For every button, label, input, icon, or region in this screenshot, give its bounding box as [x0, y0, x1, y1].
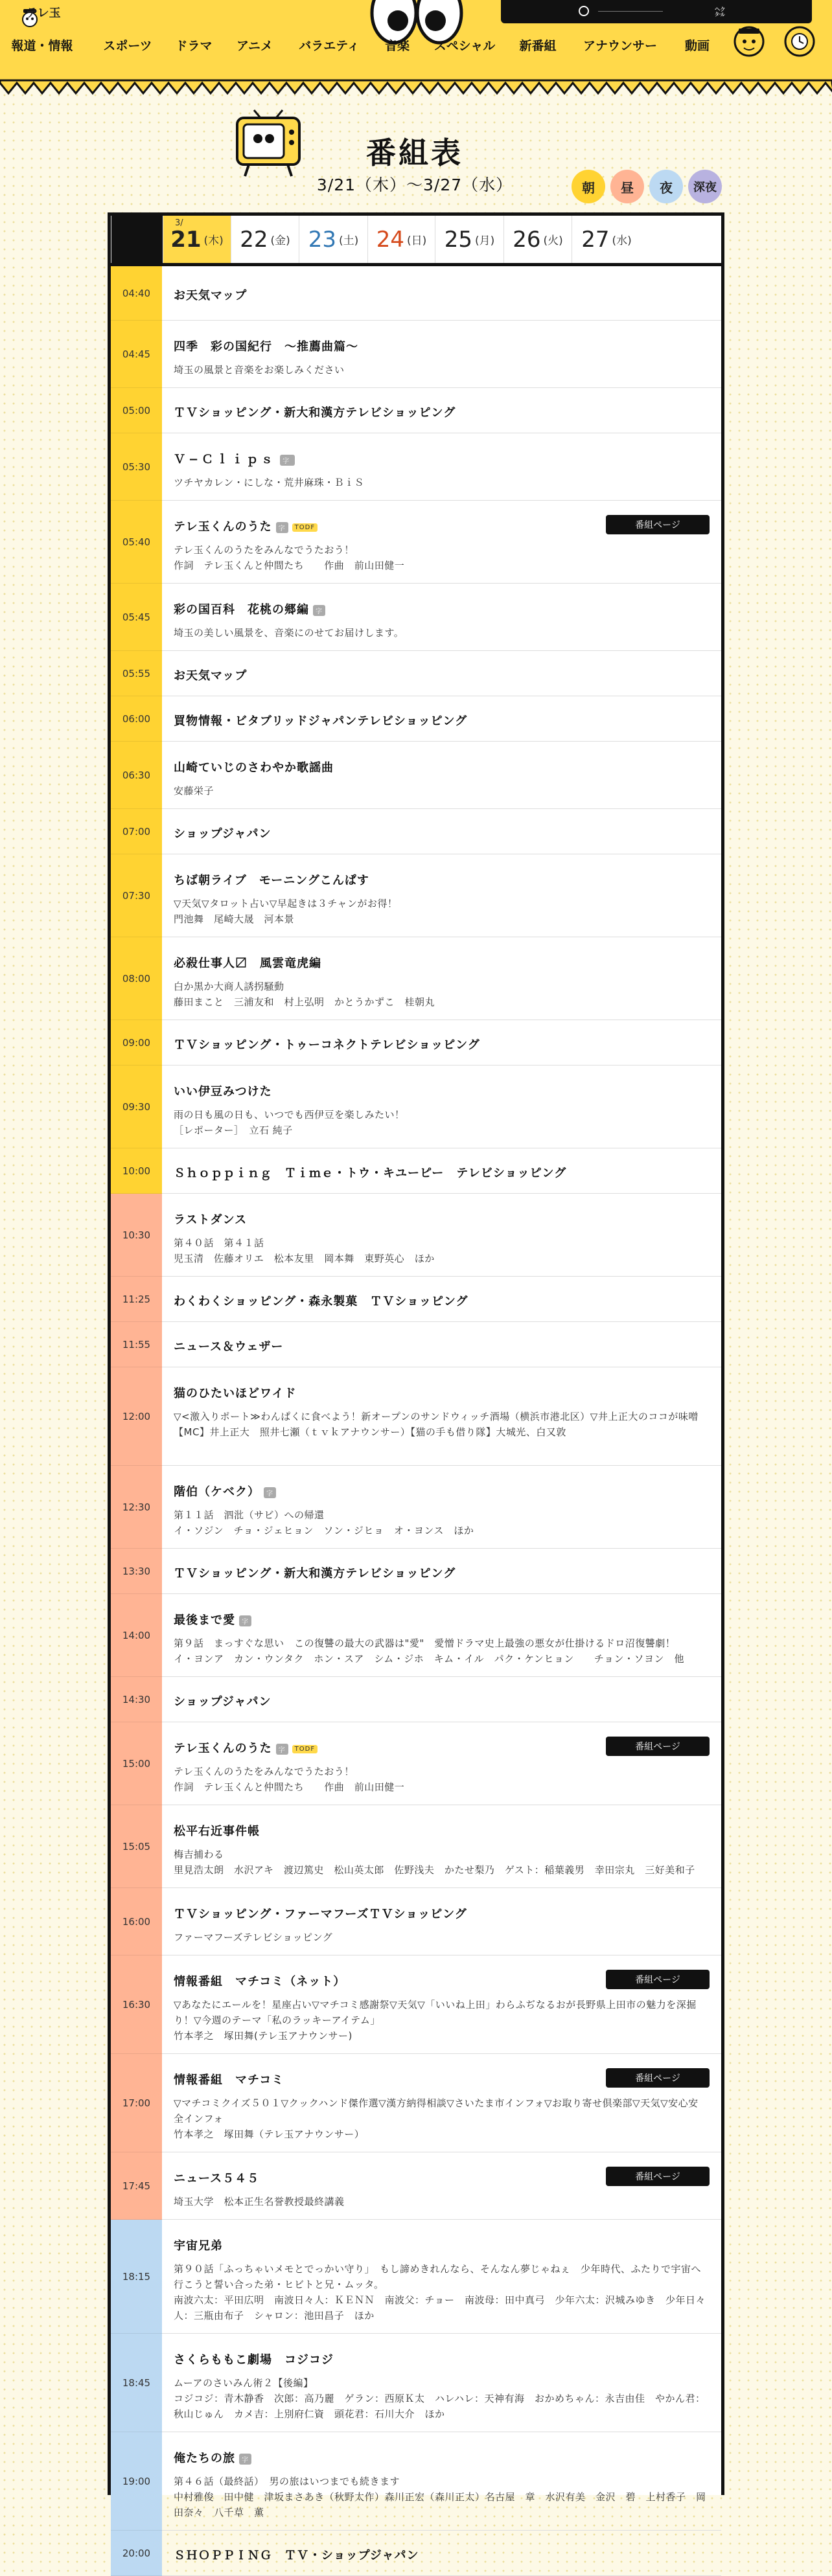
program-description-line: ［レポーター］ 立石 純子 [174, 1124, 293, 1136]
day-number: 22 [240, 226, 268, 253]
program-title[interactable]: ＴＶショッピング・ファーマフーズＴＶショッピング [174, 1908, 467, 1921]
site-header [0, 0, 832, 80]
program-description [174, 896, 708, 927]
program-description-line: 埼玉大学 松本正生名誉教授最終講義 [174, 2196, 345, 2207]
program-description-line: 【MC】井上正大 照井七瀬（ｔｖｋアナウンサー）【猫の手も借り隊】大城光、白又敦 [174, 1426, 566, 1438]
program-row[interactable] [111, 1466, 721, 1549]
program-time: 14:00 [111, 1594, 162, 1677]
clock-icon[interactable] [579, 6, 589, 16]
nav-variety[interactable]: バラエティ [299, 39, 360, 53]
program-cell [162, 584, 721, 651]
program-title[interactable]: 階伯（ケベク） [174, 1485, 260, 1499]
program-time: 17:45 [111, 2152, 162, 2220]
program-description [174, 1997, 708, 2044]
program-title-row [174, 1292, 708, 1309]
program-row[interactable] [111, 2054, 721, 2152]
tod-day-button[interactable]: 昼 [610, 170, 644, 203]
program-title-row [174, 286, 708, 303]
program-row[interactable] [111, 1722, 721, 1805]
nav-news[interactable]: 報道・情報 [11, 39, 73, 53]
program-row[interactable] [111, 1805, 721, 1888]
tod-night-button[interactable]: 夜 [649, 170, 683, 203]
program-title-row [174, 758, 708, 775]
program-description-line: テレ玉くんのうたをみんなでうたおう！ [174, 1766, 354, 1777]
program-description [174, 1930, 708, 1945]
program-cell [162, 1594, 721, 1677]
program-cell [162, 1194, 721, 1277]
program-time: 16:00 [111, 1888, 162, 1955]
program-time: 09:00 [111, 1020, 162, 1066]
retro-tv-mascot-icon [229, 109, 307, 180]
program-cell [162, 742, 721, 809]
program-row[interactable] [111, 1549, 721, 1594]
day-number: 26 [513, 226, 541, 253]
program-title-row [174, 337, 708, 354]
date-range: 3/21（木）〜3/27（水） [316, 176, 513, 194]
day-weekday: (日) [407, 234, 427, 247]
program-row[interactable] [111, 1677, 721, 1722]
program-row[interactable] [111, 1367, 721, 1466]
day-tab-22[interactable] [231, 216, 299, 263]
program-description [174, 1507, 708, 1538]
program-title[interactable]: 松平右近事件帳 [174, 1825, 260, 1838]
subtitle-badge: 字 [313, 605, 325, 616]
program-title[interactable]: 最後まで愛 [174, 1613, 235, 1627]
subtitle-badge: 字 [276, 522, 288, 533]
program-title[interactable]: 彩の国百科 花桃の郷編 [174, 603, 309, 617]
program-time: 05:00 [111, 388, 162, 433]
day-number: 27 [581, 226, 610, 253]
program-description [174, 2194, 708, 2209]
program-time: 05:40 [111, 501, 162, 584]
program-cell [162, 696, 721, 742]
program-cell [162, 266, 721, 321]
program-title[interactable]: 四季 彩の国紀行 〜推薦曲篇〜 [174, 340, 358, 354]
program-title[interactable]: わくわくショッピング・森永製菓 ＴＶショッピング [174, 1295, 468, 1308]
nav-videos[interactable]: 動画 [684, 39, 710, 53]
program-title-row [174, 1338, 708, 1354]
program-description-line: 第９０話「ふっちゃいメモとでっかい守り」 もし諦めきれんなら、そんなん夢じゃねぇ 少年時代、ふたりで宇宙へ行こうと誓い合った弟・ヒビトと兄・ムッタ。 [174, 2263, 702, 2290]
program-cell [162, 388, 721, 433]
program-cell [162, 1722, 721, 1805]
program-cell [162, 1367, 721, 1466]
program-cell [162, 433, 721, 501]
program-row[interactable] [111, 501, 721, 584]
program-description-line: テレ玉くんのうたをみんなでうたおう！ [174, 544, 354, 556]
utility-text[interactable]: ㌶ [715, 6, 726, 18]
day-weekday: (水) [612, 234, 632, 247]
program-cell [162, 2152, 721, 2220]
schedule-table [108, 212, 724, 2562]
program-title-row [174, 1611, 708, 1628]
program-time: 14:30 [111, 1677, 162, 1722]
program-cell [162, 1549, 721, 1594]
program-title-row [174, 2449, 708, 2466]
program-description [174, 625, 708, 641]
program-description [174, 1636, 708, 1667]
program-cell [162, 1277, 721, 1322]
program-title[interactable]: 宇宙兄弟 [174, 2239, 223, 2253]
program-description-line: 安藤栄子 [174, 785, 214, 797]
program-page-button[interactable]: 番組ページ [606, 2167, 710, 2186]
program-description-line: 竹本孝之 塚田舞（テレ玉アナウンサー） [174, 2128, 365, 2140]
program-title[interactable]: 買物情報・ビタブリッドジャパンテレビショッピング [174, 714, 468, 728]
program-time: 13:30 [111, 1549, 162, 1594]
day-tab-21[interactable] [163, 216, 231, 263]
program-description [174, 1409, 708, 1440]
program-title[interactable]: Ｓｈｏｐｐｉｎｇ Ｔｉｍｅ・トウ・キユーピー テレビショッピング [174, 1167, 567, 1180]
nav-anime[interactable]: アニメ [236, 39, 273, 53]
program-title-row [174, 712, 708, 729]
program-row[interactable] [111, 321, 721, 388]
program-description-line: 埼玉の風景と音楽をお楽しみください [174, 364, 345, 376]
todf-badge: TODF [292, 523, 318, 532]
program-description [174, 783, 708, 799]
program-cell [162, 1148, 721, 1194]
program-time: 09:30 [111, 1066, 162, 1148]
program-description-line: コジコジ：青木静香 次郎：高乃麗 ゲラン：西原Ｋ太 ハレハレ：天神有海 おかめちゃん：永吉由佳 やかん君：秋山じゅん カメ吉：上別府仁資 頭花君：石川大介 ほか [174, 2393, 706, 2420]
program-description-line: 梅吉捕わる [174, 1849, 224, 1860]
program-cell [162, 1466, 721, 1549]
program-cell [162, 1888, 721, 1955]
program-title[interactable]: 情報番組 マチコミ [174, 2073, 284, 2087]
program-title-row [174, 1211, 708, 1227]
program-time: 04:40 [111, 266, 162, 321]
program-description [174, 1235, 708, 1266]
program-cell [162, 1322, 721, 1367]
program-row[interactable] [111, 1066, 721, 1148]
program-title-row [174, 1082, 708, 1099]
day-tab-27[interactable] [572, 216, 641, 263]
program-title-row [174, 667, 708, 683]
program-time: 12:00 [111, 1367, 162, 1466]
program-description [174, 1107, 708, 1138]
program-description-line: 作詞 テレ玉くんと仲間たち 作曲 前山田健一 [174, 1781, 405, 1793]
program-cell [162, 1020, 721, 1066]
program-time: 10:30 [111, 1194, 162, 1277]
program-title-row [174, 1822, 708, 1839]
program-description-line: 作詞 テレ玉くんと仲間たち 作曲 前山田健一 [174, 560, 405, 571]
program-description [174, 2095, 708, 2142]
program-title-row [174, 1036, 708, 1053]
program-row[interactable] [111, 266, 721, 321]
program-title-row [174, 404, 708, 420]
program-row[interactable] [111, 696, 721, 742]
program-description-line: ▽あなたにエールを！星座占い▽マチコミ感謝祭▽天気▽「いいね上田」わらふぢなるおが長野県上田市の魅力を深掘り！▽今週のテーマ「私のラッキーアイテム」 [174, 1999, 697, 2026]
program-time: 11:25 [111, 1277, 162, 1322]
program-cell [162, 1066, 721, 1148]
program-title[interactable]: ＳＨＯＰＰＩＮＧ ＴＶ・ショップジャパン [174, 2549, 419, 2562]
program-cell [162, 2334, 721, 2432]
day-tab-24[interactable] [367, 216, 435, 263]
program-description-line: 竹本孝之 塚田舞(テレ玉アナウンサー) [174, 2030, 352, 2042]
program-time: 18:15 [111, 2220, 162, 2334]
program-title[interactable]: ショップジャパン [174, 827, 272, 841]
program-row[interactable] [111, 1277, 721, 1322]
subtitle-badge: 字 [280, 455, 295, 466]
program-title[interactable]: ショップジャパン [174, 1695, 272, 1709]
program-row[interactable] [111, 1148, 721, 1194]
program-description-line: 藤田まこと 三浦友和 村上弘明 かとうかずこ 桂朝丸 [174, 996, 435, 1008]
program-row[interactable] [111, 2220, 721, 2334]
program-cell [162, 1805, 721, 1888]
header-zigzag-edge [0, 80, 832, 95]
program-title[interactable]: ちば朝ライブ モーニングこんぱす [174, 874, 369, 887]
program-title-row [174, 1483, 708, 1499]
day-tabs [111, 216, 721, 266]
program-description [174, 475, 708, 490]
program-title[interactable]: 必殺仕事人〼 風雲竜虎編 [174, 957, 321, 970]
program-description-line: 埼玉の美しい風景を、音楽にのせてお届けします。 [174, 627, 404, 639]
program-description-line: 児玉清 佐藤オリエ 松本友里 岡本舞 東野英心 ほか [174, 1253, 435, 1264]
day-weekday: (木) [203, 234, 224, 247]
nav-new-programs[interactable]: 新番組 [519, 39, 557, 53]
program-time: 06:30 [111, 742, 162, 809]
program-description-line: 雨の日も風の日も、いつでも西伊豆を楽しみたい！ [174, 1109, 405, 1121]
program-description [174, 2261, 708, 2323]
program-title[interactable]: ＴＶショッピング・新大和漢方テレビショッピング [174, 1567, 456, 1580]
program-time: 16:30 [111, 1955, 162, 2054]
program-time: 17:00 [111, 2054, 162, 2152]
nav-sports[interactable]: スポーツ [103, 39, 152, 53]
todf-badge: TODF [292, 1745, 318, 1753]
page-title: 番組表 [366, 135, 463, 170]
program-time: 19:00 [111, 2432, 162, 2531]
program-title-row [174, 871, 708, 888]
program-title[interactable]: お天気マップ [174, 289, 248, 302]
program-description [174, 2375, 708, 2422]
program-description [174, 542, 708, 573]
program-title-row [174, 954, 708, 971]
program-page-button[interactable]: 番組ページ [606, 515, 710, 534]
program-description-line: ムーアのさいみん術２【後編】 [174, 2377, 314, 2389]
program-title[interactable]: お天気マップ [174, 669, 248, 683]
program-cell [162, 2432, 721, 2531]
program-description [174, 1847, 708, 1878]
program-title[interactable]: ニュース＆ウェザー [174, 1340, 284, 1354]
program-row[interactable] [111, 854, 721, 937]
program-title-row [174, 825, 708, 841]
program-title[interactable]: Ｖ−Ｃｌｉｐｓ [174, 453, 277, 466]
program-time: 08:00 [111, 937, 162, 1020]
day-weekday: (月) [475, 234, 495, 247]
program-time: 10:00 [111, 1148, 162, 1194]
program-time: 18:45 [111, 2334, 162, 2432]
program-description-line: イ・ソジン チョ・ジェヒョン ソン・ジヒョ オ・ヨンス ほか [174, 1525, 474, 1536]
program-title[interactable]: 山崎ていじのさわやか歌謡曲 [174, 761, 334, 775]
program-title[interactable]: ラストダンス [174, 1213, 248, 1227]
program-title-row [174, 1905, 708, 1922]
program-title[interactable]: 俺たちの旅 [174, 2452, 235, 2465]
program-description-line: 南波六太：平田広明 南波日々人：ＫＥＮＮ 南波父：チョー 南波母：田中真弓 少年六太：沢城みゆき 少年日々人：三瓶由布子 シャロン：池田昌子 ほか [174, 2294, 706, 2321]
subtitle-badge: 字 [239, 1615, 251, 1626]
program-description-line: 白か黒か大商人誘拐騒動 [174, 981, 284, 992]
program-description-line: ▽天気▽タロット占い▽早起きは３チャンがお得！ [174, 898, 398, 909]
program-title-row [174, 1384, 708, 1401]
program-description-line: ツチヤカレン・にしな・荒井麻珠・ＢｉＳ [174, 477, 365, 488]
program-row[interactable] [111, 1194, 721, 1277]
program-cell [162, 2531, 721, 2576]
utility-divider [598, 11, 663, 12]
program-title-row [174, 1693, 708, 1709]
program-description-line: 中村雅俊 田中健 津坂まさあき（秋野太作）森川正宏（森川正太）名古屋 章 水沢有美 金沢 碧 上村香子 岡田奈々 八千草 薫 [174, 2491, 706, 2518]
main-nav [0, 31, 832, 57]
program-row[interactable] [111, 809, 721, 854]
day-tab-23[interactable] [299, 216, 367, 263]
tod-latenight-button[interactable]: 深夜 [688, 170, 722, 203]
program-row[interactable] [111, 388, 721, 433]
program-title-row [174, 1164, 708, 1181]
program-time: 15:00 [111, 1722, 162, 1805]
program-row[interactable] [111, 1888, 721, 1955]
program-row[interactable] [111, 742, 721, 809]
program-title[interactable]: 情報番組 マチコミ（ネット） [174, 1975, 346, 1989]
program-title[interactable]: さくらももこ劇場 コジコジ [174, 2353, 334, 2367]
program-description-line: 第９話 まっすぐな思い この復讐の最大の武器は"愛" 愛憎ドラマ史上最強の悪女が仕掛けるドロ沼復讐劇！ [174, 1637, 676, 1649]
program-title-row [174, 1564, 708, 1581]
program-time: 05:30 [111, 433, 162, 501]
program-title[interactable]: 猫のひたいほどワイド [174, 1387, 297, 1400]
program-row[interactable] [111, 584, 721, 651]
program-description-line: イ・ヨンア カン・ウンタク ホン・スア シム・ジホ キム・イル パク・ケンヒョン チョン・ソヨン 他 [174, 1653, 684, 1665]
tama-character-icon[interactable] [731, 22, 767, 58]
nav-special[interactable]: スペシャル [433, 39, 496, 53]
program-time: 12:30 [111, 1466, 162, 1549]
day-weekday: (土) [339, 234, 359, 247]
program-time: 04:45 [111, 321, 162, 388]
program-title-row [174, 2546, 708, 2563]
program-description-line: ▽<激入りポート≫わんぱくに食べよう！新オープンのサンドウィッチ酒場（横浜市港北区）▽井上正大のココが味噌 [174, 1411, 699, 1422]
program-description-line: 第１１話 泗沘（サビ）への帰還 [174, 1509, 325, 1521]
program-cell [162, 937, 721, 1020]
tama-clock-character-icon[interactable] [781, 22, 818, 58]
day-number: 23 [308, 226, 336, 253]
program-title-row [174, 450, 708, 467]
program-time: 05:45 [111, 584, 162, 651]
nav-drama[interactable]: ドラマ [175, 39, 213, 53]
program-description-line: 門池舞 尾崎大晟 河本景 [174, 913, 295, 925]
subtitle-badge: 字 [276, 1744, 288, 1755]
program-title-row [174, 2237, 708, 2253]
nav-announcers[interactable]: アナウンサー [583, 39, 658, 53]
program-time: 05:55 [111, 651, 162, 696]
program-cell [162, 1955, 721, 2054]
day-number: 24 [376, 226, 404, 253]
day-month: 3/ [175, 218, 183, 228]
program-time: 06:00 [111, 696, 162, 742]
program-time: 07:00 [111, 809, 162, 854]
program-title-row [174, 600, 708, 617]
program-description [174, 362, 708, 378]
day-number: 21 [170, 226, 202, 253]
program-row[interactable] [111, 1020, 721, 1066]
program-description-line: ▽マチコミクイズ５０１▽クックハンド傑作選▽漢方納得相談▽さいたま市インフォ▽お取り寄せ倶楽部▽天気▽安心安全インフォ [174, 2097, 699, 2125]
program-description [174, 979, 708, 1010]
nav-music[interactable]: 音楽 [384, 39, 410, 53]
day-tab-26[interactable] [503, 216, 572, 263]
day-weekday: (金) [270, 234, 290, 247]
program-description-line: 第４６話（最終話） 男の旅はいつまでも続きます [174, 2476, 400, 2487]
program-description-line: ファーマフーズテレビショッピング [174, 1932, 333, 1943]
program-cell [162, 321, 721, 388]
program-row[interactable] [111, 1955, 721, 2054]
program-page-button[interactable]: 番組ページ [606, 2068, 710, 2088]
program-description [174, 1764, 708, 1795]
program-description-line: 第４０話 第４１話 [174, 1237, 264, 1249]
program-title-row [174, 2351, 708, 2367]
program-title[interactable]: いい伊豆みつけた [174, 1085, 272, 1099]
day-tab-25[interactable] [435, 216, 503, 263]
program-description [174, 2474, 708, 2520]
tod-morning-button[interactable]: 朝 [572, 170, 605, 203]
day-tabs-corner [111, 216, 163, 263]
program-row[interactable] [111, 651, 721, 696]
program-page-button[interactable]: 番組ページ [606, 1970, 710, 1989]
program-cell [162, 501, 721, 584]
program-cell [162, 1677, 721, 1722]
program-cell [162, 651, 721, 696]
program-cell [162, 854, 721, 937]
top-utility-bar [501, 0, 812, 23]
subtitle-badge: 字 [264, 1487, 276, 1498]
program-title[interactable]: ＴＶショッピング・新大和漢方テレビショッピング [174, 406, 456, 420]
program-row[interactable] [111, 937, 721, 1020]
program-time: 15:05 [111, 1805, 162, 1888]
program-time: 11:55 [111, 1322, 162, 1367]
program-row[interactable] [111, 2152, 721, 2220]
program-description-line: 里見浩太朗 水沢アキ 渡辺篤史 松山英太郎 佐野浅夫 かたせ梨乃 ゲスト：稲葉義男 幸田宗丸 三好美和子 [174, 1864, 695, 1876]
program-cell [162, 809, 721, 854]
program-row[interactable] [111, 2531, 721, 2576]
program-title[interactable]: ＴＶショッピング・トゥーコネクトテレビショッピング [174, 1038, 480, 1052]
day-weekday: (火) [543, 234, 563, 247]
program-time: 07:30 [111, 854, 162, 937]
program-cell [162, 2054, 721, 2152]
program-row[interactable] [111, 1594, 721, 1677]
day-number: 25 [444, 226, 472, 253]
program-time: 20:00 [111, 2531, 162, 2576]
program-title[interactable]: テレ玉くんのうた [174, 520, 272, 534]
program-page-button[interactable]: 番組ページ [606, 1737, 710, 1756]
program-row[interactable] [111, 433, 721, 501]
program-cell [162, 2220, 721, 2334]
program-row[interactable] [111, 1322, 721, 1367]
program-title[interactable]: テレ玉くんのうた [174, 1742, 272, 1755]
logo-text[interactable]: テレ玉 [26, 6, 61, 20]
subtitle-badge: 字 [239, 2454, 251, 2465]
program-row[interactable] [111, 2334, 721, 2432]
program-title[interactable]: ニュース５４５ [174, 2172, 260, 2185]
program-row[interactable] [111, 2432, 721, 2531]
